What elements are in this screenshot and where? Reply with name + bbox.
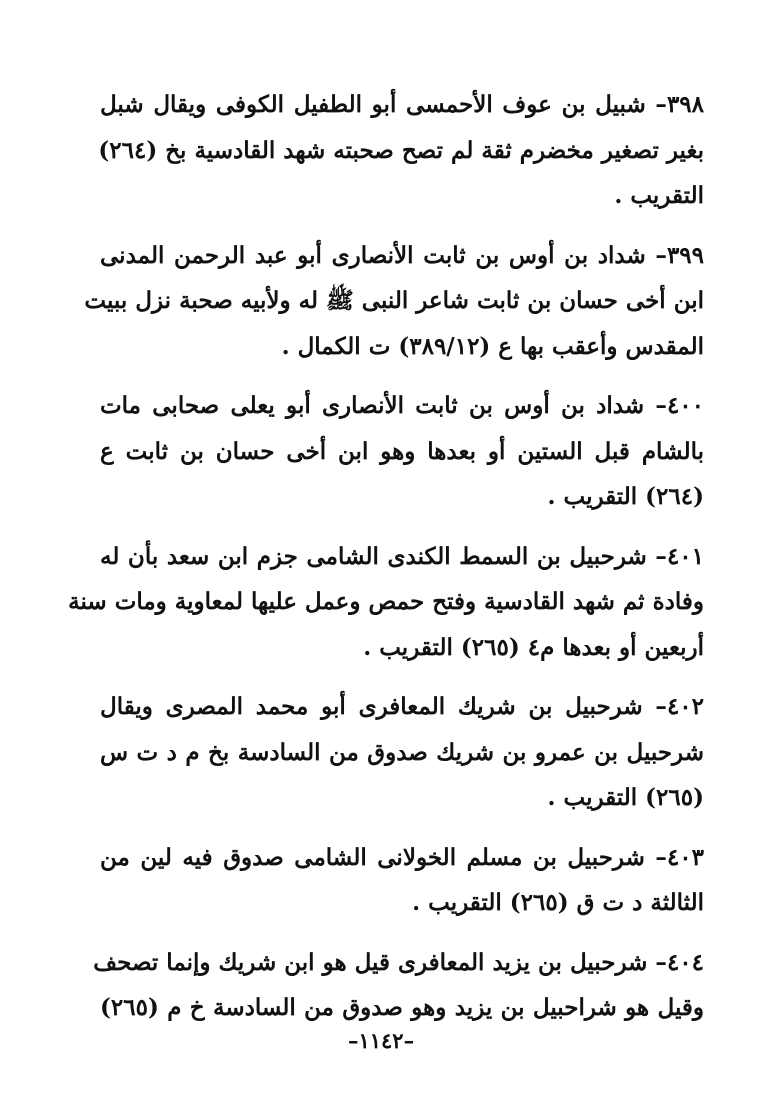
entry-line: بالشام قبل الستين أو بعدها وهو ابن أخى حسان بن ثابت ع — [100, 437, 705, 465]
entry-line: التقريب . — [614, 182, 704, 209]
entry-401 — [68, 534, 704, 671]
entry-line: (٢٦٥) التقريب . — [547, 784, 704, 811]
entry-402 — [100, 684, 704, 821]
entry-400 — [100, 383, 704, 520]
entry-line: أربعين أو بعدها م٤ (٢٦٥) التقريب . — [363, 633, 704, 661]
entry-line: ٤٠٤– شرحبيل بن يزيد المعافرى قيل هو ابن شريك وإنما تصحف — [93, 948, 704, 976]
entry-line: بغير تصغير مخضرم ثقة لم تصح صحبته شهد القادسية بخ (٢٦٤) — [98, 136, 704, 164]
entry-line: ٣٩٩– شداد بن أوس بن ثابت الأنصارى أبو عبد الرحمن المدنى — [100, 241, 704, 269]
entry-line: ٤٠١– شرحبيل بن السمط الكندى الشامى جزم ابن سعد بأن له — [100, 542, 704, 570]
entry-403 — [100, 835, 704, 926]
entry-line: شرحبيل بن عمرو بن شريك صدوق من السادسة بخ م د ت س — [100, 738, 704, 766]
entry-line: الثالثة د ت ق (٢٦٥) التقريب . — [412, 889, 704, 916]
entries-list — [68, 82, 705, 1045]
entry-line: ٤٠٠– شداد بن أوس بن ثابت الأنصارى أبو يعلى صحابى مات — [100, 392, 704, 419]
entry-398 — [100, 82, 704, 219]
entry-line: ابن أخى حسان بن ثابت شاعر النبى ﷺ له ولأبيه صحبة نزل ببيت — [84, 287, 704, 314]
entry-line: ٣٩٨– شبيل بن عوف الأحمسى أبو الطفيل الكوفى ويقال شبل — [100, 91, 704, 118]
entry-404 — [93, 940, 704, 1031]
entry-line: (٢٦٤) التقريب . — [547, 483, 704, 510]
entry-line: وقيل هو شراحبيل بن يزيد وهو صدوق من السادسة خ م (٢٦٥) — [100, 994, 704, 1021]
entry-399 — [84, 233, 704, 370]
entry-line: المقدس وأعقب بها ع (٣٨٩/١٢) ت الكمال . — [281, 332, 704, 360]
page-number: –١١٤٢– — [347, 1028, 415, 1053]
entry-line: وفادة ثم شهد القادسية وفتح حمص وعمل عليها لمعاوية ومات سنة — [68, 588, 704, 615]
entry-line: ٤٠٣– شرحبيل بن مسلم الخولانى الشامى صدوق فيه لين من — [100, 843, 704, 871]
entry-line: ٤٠٢– شرحبيل بن شريك المعافرى أبو محمد المصرى ويقال — [100, 693, 704, 720]
